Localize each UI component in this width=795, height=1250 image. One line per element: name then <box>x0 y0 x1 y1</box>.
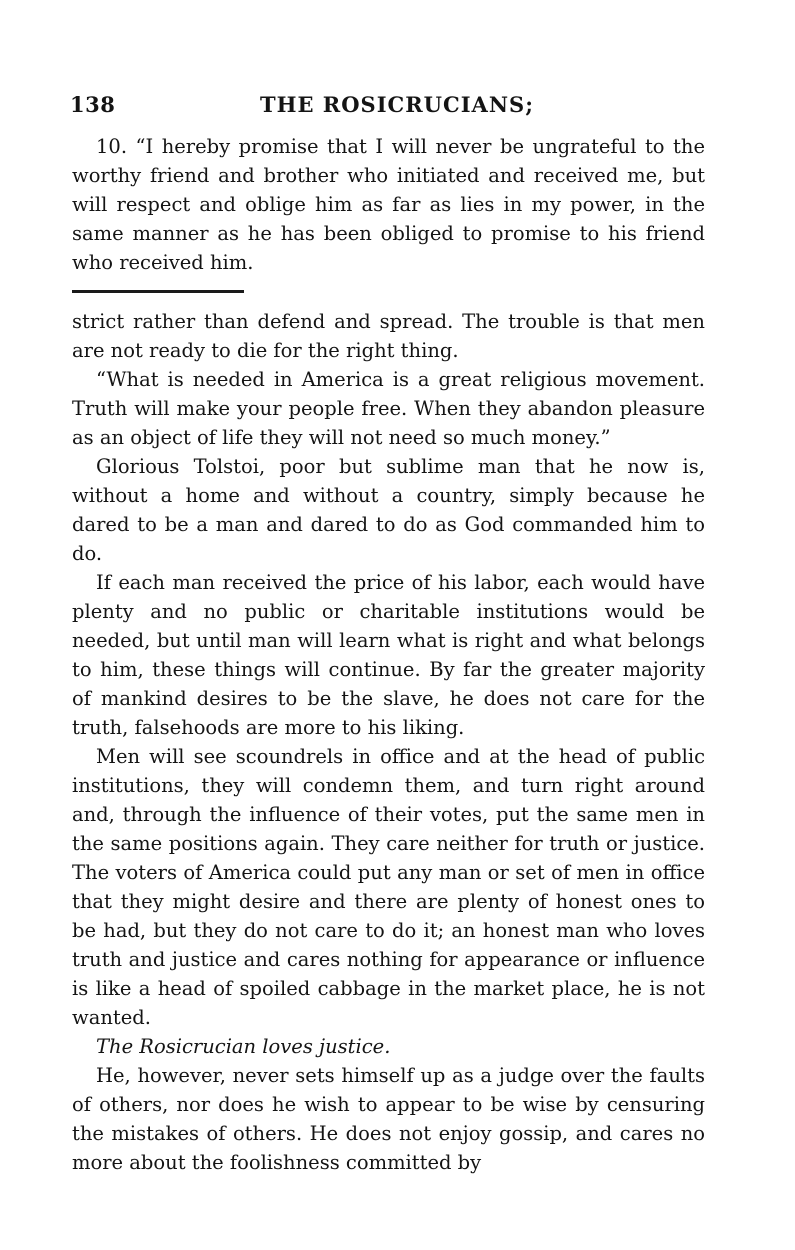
section-divider <box>72 290 244 293</box>
paragraph-tolstoi: Glorious Tolstoi, poor but sublime man that he now is, without a home and without a country, simply because he dared to be a man and dared to do as God commanded him to do. <box>72 455 705 565</box>
paragraph-labor: If each man received the price of his labor, each would have plenty and no public or charitable institutions would be needed, but until man will learn what is right and what belongs to him, these things will continue. By far the greater majority of mankind desires to be the slave, he does not care for the truth, falsehoods are more to his liking. <box>72 571 705 739</box>
paragraph-justice: The Rosicrucian loves justice. <box>96 1035 391 1058</box>
page-header <box>70 92 710 126</box>
paragraph-scoundrels: Men will see scoundrels in office and at the head of public institutions, they will condemn them, and turn right around and, through the influence of their votes, put the same men in the same positions again. They care neither for truth or justice. The voters of America could put any man or set of men in office that they might desire and there are plenty of honest ones to be had, but they do not care to do it; an honest man who loves truth and justice and cares nothing for appearance or influence is like a head of spoiled cabbage in the market place, he is not wanted. <box>72 745 705 1029</box>
paragraph-judge: He, however, never sets himself up as a judge over the faults of others, nor does he wish to appear to be wise by censuring the mistakes of others. He does not enjoy gossip, and cares no more about the foolishness committed by <box>72 1064 705 1174</box>
paragraph-continuation: strict rather than defend and spread. The trouble is that men are not ready to die for the right thing. <box>72 310 705 362</box>
page-number: 138 <box>70 92 116 117</box>
paragraph-quote: “What is needed in America is a great religious movement. Truth will make your people free. When they abandon pleasure as an object of life they will not need so much money.” <box>72 368 705 449</box>
footnote-oath-10: 10. “I hereby promise that I will never be ungrateful to the worthy friend and brother who initiated and received me, but will respect and oblige him as far as lies in my power, in the same manner as he has been obliged to promise to his friend who received him. <box>72 135 705 274</box>
body-text <box>72 307 705 1177</box>
running-title: THE ROSICRUCIANS; <box>260 92 534 117</box>
